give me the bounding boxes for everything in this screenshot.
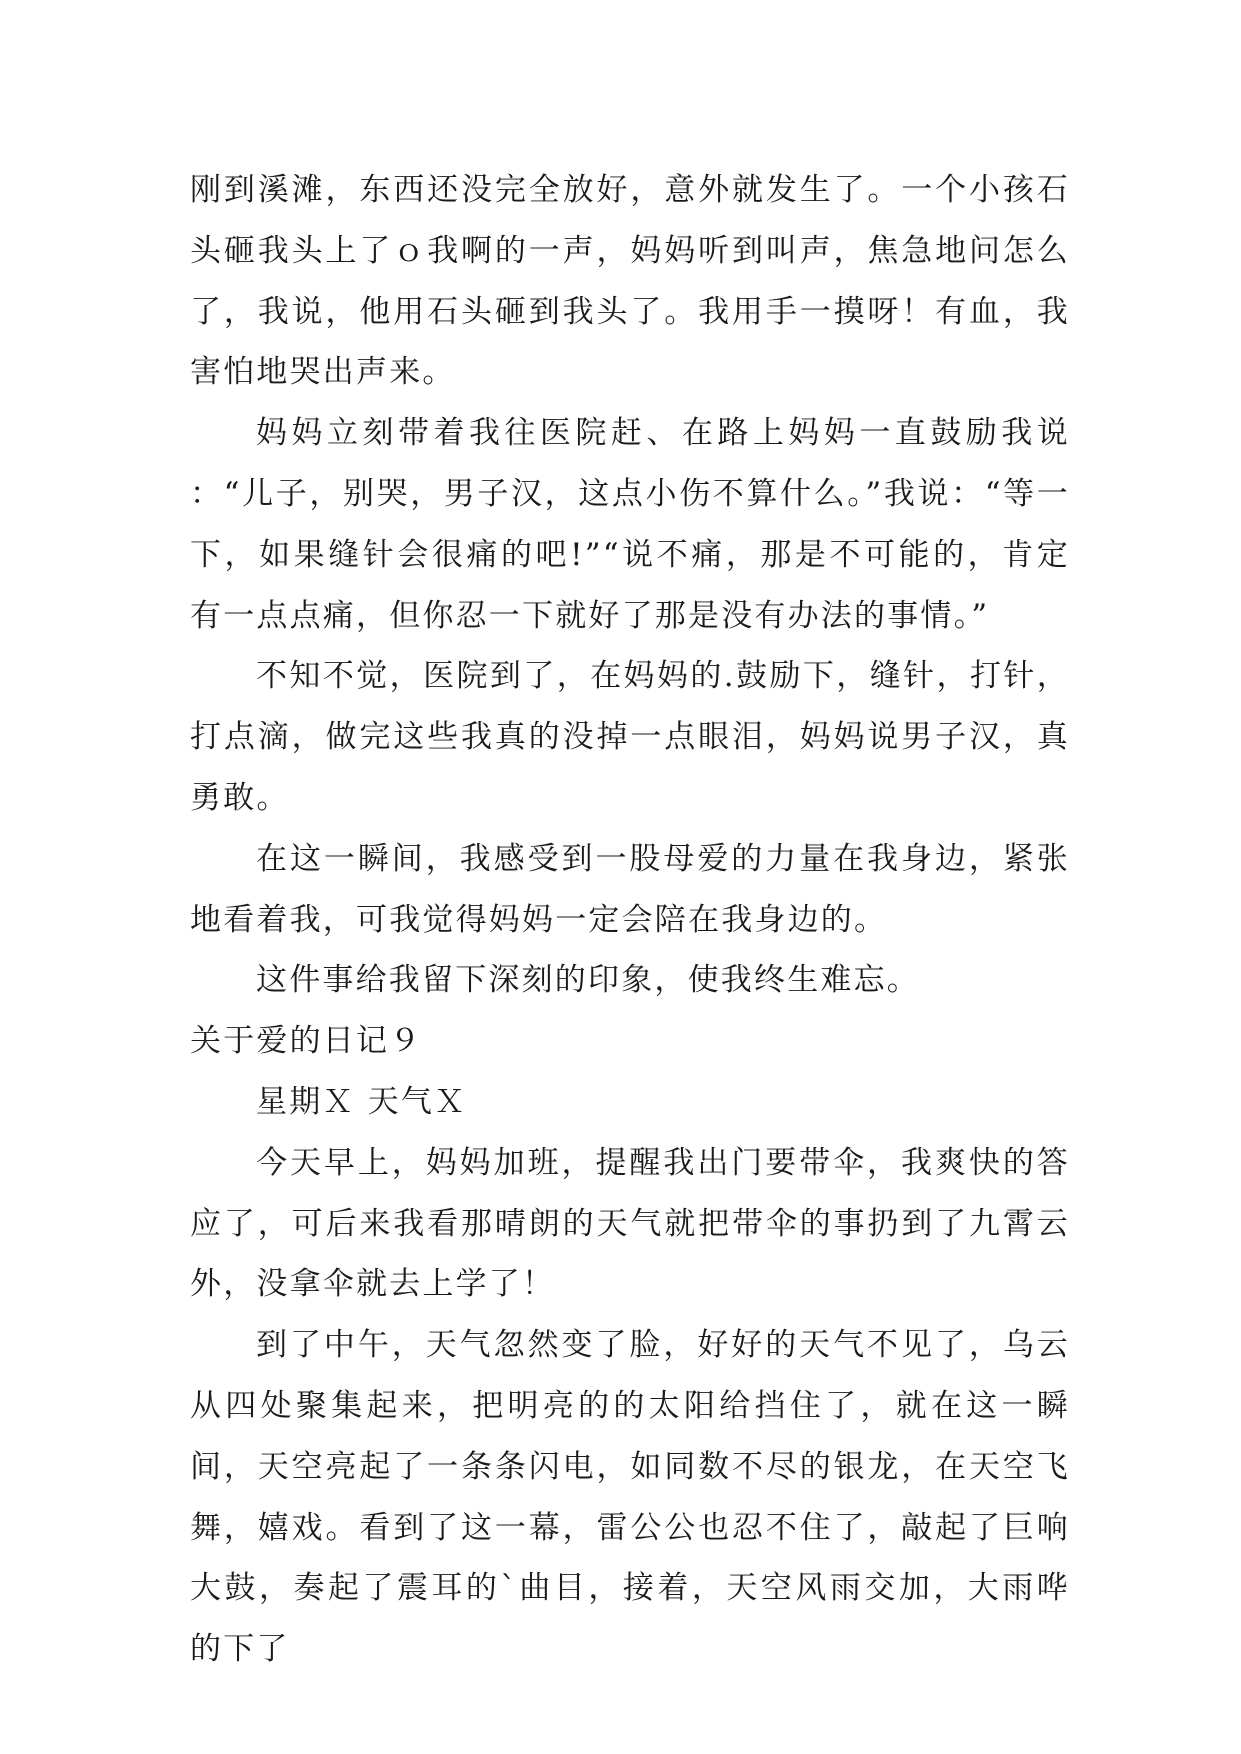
- diary-date-weather: 星期Ｘ 天气Ｘ: [256, 1083, 468, 1120]
- paragraph-6: 今天早上，妈妈加班，提醒我出门要带伞，我爽快的答应了，可后来我看那晴朗的天气就把带伞的事扔到了九霄云外，没拿伞就去上学了！: [190, 1144, 1070, 1303]
- paragraph-2: 妈妈立刻带着我往医院赶、在路上妈妈一直鼓励我说 ：“儿子，别哭，男子汉，这点小伤不算什么。”我说：“等一下，如果缝针会很痛的吧!”“说不痛，那是不可能的，肯定有一点点痛，但你忍一下就好了那是没有办法的事情。”: [190, 415, 1070, 634]
- paragraph-4: 在这一瞬间，我感受到一股母爱的力量在我身边，紧张地看着我，可我觉得妈妈一定会陪在我身边的。: [190, 840, 1070, 938]
- paragraph-3: 不知不觉，医院到了，在妈妈的.鼓励下，缝针，打针，打点滴，做完这些我真的没掉一点眼泪，妈妈说男子汉，真勇敢。: [190, 658, 1070, 816]
- document-page: [190, 160, 1070, 1680]
- paragraph-1: 刚到溪滩，东西还没完全放好，意外就发生了。一个小孩石头砸我头上了ｏ我啊的一声，妈妈听到叫声，焦急地问怎么了，我说，他用石头砸到我头了。我用手一摸呀！有血，我害怕地哭出声来。: [190, 172, 1070, 391]
- paragraph-7: 到了中午，天气忽然变了脸，好好的天气不见了，乌云从四处聚集起来，把明亮的的太阳给挡住了，就在这一瞬间，天空亮起了一条条闪电，如同数不尽的银龙，在天空飞舞，嬉戏。看到了这一幕，雷公公也忍不住了，敲起了巨响大鼓，奏起了震耳的`曲目，接着，天空风雨交加，大雨哗的下了: [190, 1327, 1070, 1668]
- section-heading: 关于爱的日记９: [190, 1023, 423, 1060]
- paragraph-5: 这件事给我留下深刻的印象，使我终生难忘。: [256, 962, 920, 999]
